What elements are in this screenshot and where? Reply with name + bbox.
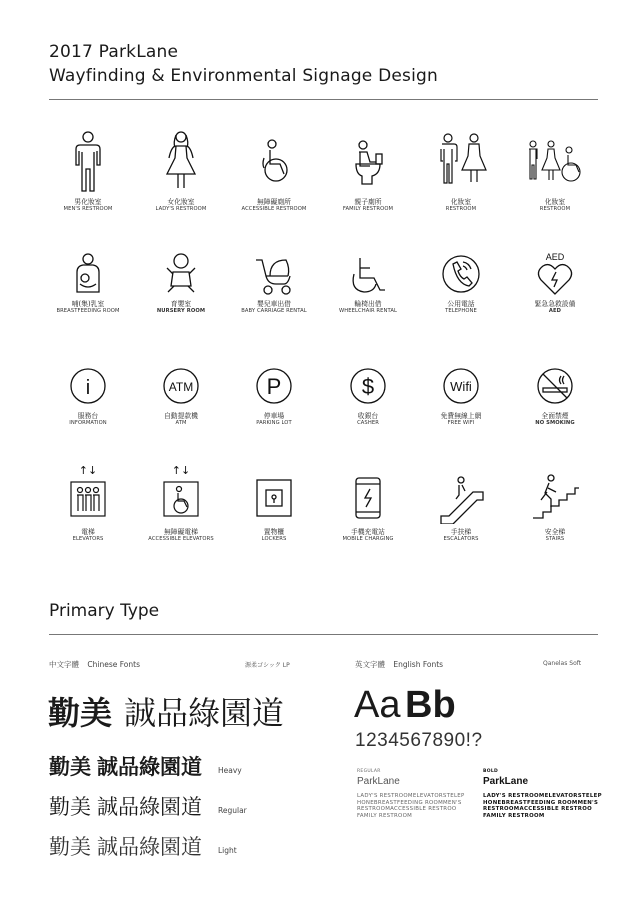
info-icon [58, 364, 118, 408]
parking-glyph: P [266, 374, 282, 399]
aed-heart-icon [525, 250, 585, 296]
bold-sample-block [483, 769, 602, 820]
elevator-icon [58, 462, 118, 524]
icon-label-en: STAIRS [545, 536, 565, 542]
locker-icon [244, 462, 304, 524]
info-glyph: i [85, 377, 91, 399]
icon-label-en: INFORMATION [69, 420, 107, 426]
icon-label-cn: 手扶梯 [450, 528, 472, 536]
divider [49, 634, 598, 635]
regular-caption: REGULAR [357, 769, 381, 774]
bold-line: FAMILY RESTROOM [483, 813, 545, 820]
chinese-font-name: 源柔ゴシック LP [245, 662, 290, 669]
cn-light-a: 勤美 [49, 835, 91, 859]
icon-label-en: PARKING LOT [256, 420, 292, 426]
bold-line: HONEBREASTFEEDING ROOMMEN'S [483, 799, 599, 806]
weight-regular-label: Regular [218, 806, 247, 815]
escalator-icon [431, 462, 491, 524]
arrows-glyph: ↑↓ [78, 464, 98, 477]
chinese-label-cn: 中文字體 [49, 660, 79, 669]
aed-text: AED [545, 252, 565, 262]
atm-glyph: ATM [168, 380, 194, 394]
man-woman-wheelchair-icon [523, 128, 587, 194]
english-label-en: English Fonts [393, 660, 444, 669]
section-heading: Primary Type [49, 601, 160, 621]
regular-line: FAMILY RESTROOM [357, 813, 413, 820]
stairs-icon [525, 462, 585, 524]
bold-line: RESTROOMACCESSIBLE RESTROO [483, 806, 592, 813]
icon-label-en: ACCESSIBLE ELEVATORS [148, 536, 214, 542]
page-title: 2017 ParkLane [49, 42, 179, 62]
regular-sample-block [357, 769, 465, 820]
regular-line: LADY'S RESTROOMELEVATORSTELEP [357, 792, 465, 799]
phone-icon [431, 250, 491, 296]
chinese-fonts-label [49, 659, 140, 670]
chinese-label-en: Chinese Fonts [87, 660, 140, 669]
icon-cell-restroom-all [500, 128, 610, 213]
icon-label-en: TELEPHONE [445, 308, 477, 314]
icon-label-en: RESTROOM [539, 206, 571, 212]
icon-label-en: ELEVATORS [72, 536, 104, 542]
en-sample-regular: Aa [354, 684, 401, 726]
icon-label-cn: 自動提款機 [164, 412, 198, 420]
icon-label-en: AED [548, 308, 562, 314]
accessible-elevator-icon [151, 462, 211, 524]
icon-label-en: NURSERY ROOM [156, 308, 206, 314]
icon-label-cn: 公用電話 [447, 300, 475, 308]
icon-label-cn: 嬰兒車出借 [257, 300, 291, 308]
regular-line: RESTROOMACCESSIBLE RESTROO [357, 806, 457, 813]
icon-cell-no-smoking [500, 364, 610, 427]
icon-label-cn: 男化妝室 [74, 198, 102, 206]
icon-label-cn: 化妝室 [450, 198, 472, 206]
icon-label-en: LADY'S RESTROOM [155, 206, 207, 212]
bold-line: LADY'S RESTROOMELEVATORSTELEP [483, 792, 602, 799]
atm-icon [151, 364, 211, 408]
icon-cell-stairs [500, 462, 610, 543]
icon-label-en: MEN'S RESTROOM [63, 206, 113, 212]
icon-label-en: NO SMOKING [535, 420, 575, 426]
icon-label-en: ATM [175, 420, 187, 426]
family-toilet-icon [338, 128, 398, 194]
icon-label-cn: 停車場 [263, 412, 285, 420]
icon-label-en: FREE WIFI [447, 420, 475, 426]
icon-label-cn: 輪椅出借 [354, 300, 382, 308]
no-smoking-icon [525, 364, 585, 408]
dollar-glyph: $ [361, 374, 375, 399]
baby-icon [151, 250, 211, 296]
english-label-cn: 英文字體 [355, 660, 385, 669]
stroller-icon [244, 250, 304, 296]
icon-label-cn: 無障礙廁所 [257, 198, 291, 206]
cn-sample-bold: 勤美 [48, 694, 113, 732]
wheelchair-icon [244, 128, 304, 194]
arrows-glyph: ↑↓ [171, 464, 191, 477]
cn-sample-rest: 誠品綠園道 [124, 694, 285, 732]
icon-label-cn: 置物櫃 [263, 528, 285, 536]
wifi-glyph: Wifi [450, 379, 472, 394]
icon-label-en: BREASTFEEDING ROOM [56, 308, 120, 314]
man-icon [58, 128, 118, 194]
icon-label-cn: 育嬰室 [170, 300, 192, 308]
icon-label-en: WHEELCHAIR RENTAL [339, 308, 397, 314]
icon-cell-aed [500, 250, 610, 315]
icon-label-cn: 哺(集)乳室 [71, 300, 105, 308]
cn-regular-a: 勤美 [49, 795, 91, 819]
icon-label-en: LOCKERS [261, 536, 287, 542]
icon-label-cn: 收銀台 [357, 412, 379, 420]
icon-label-en: RESTROOM [445, 206, 477, 212]
bold-caption: BOLD [483, 769, 499, 774]
icon-label-cn: 親子廁所 [354, 198, 382, 206]
wifi-icon [431, 364, 491, 408]
bold-name: ParkLane [483, 775, 529, 787]
regular-line: HONEBREASTFEEDING ROOMMEN'S [357, 799, 462, 806]
icon-label-cn: 無障礙電梯 [164, 528, 198, 536]
icon-label-en: FAMILY RESTROOM [342, 206, 394, 212]
icon-label-cn: 化妝室 [544, 198, 566, 206]
cn-heavy-b: 誠品綠園道 [97, 755, 202, 779]
icon-label-cn: 安全梯 [544, 528, 566, 536]
icon-label-cn: 全面禁煙 [541, 412, 569, 420]
woman-icon [151, 128, 211, 194]
man-woman-icon [431, 128, 491, 194]
cn-heavy-a: 勤美 [49, 755, 91, 779]
weight-heavy-label: Heavy [218, 766, 242, 775]
icon-label-cn: 電梯 [81, 528, 95, 536]
mobile-charging-icon [338, 462, 398, 524]
cn-regular-b: 誠品綠園道 [97, 795, 202, 819]
icon-label-cn: 緊急急救設備 [534, 300, 576, 308]
icon-label-en: CASHER [357, 420, 379, 426]
weight-light-label: Light [218, 846, 237, 855]
page-subtitle: Wayfinding & Environmental Signage Design [49, 66, 438, 86]
wheelchair-outline-icon [338, 250, 398, 296]
divider [49, 99, 598, 100]
en-sample-bold: Bb [405, 684, 456, 726]
icon-label-en: ESCALATORS [443, 536, 479, 542]
english-fonts-label [355, 659, 443, 670]
icon-label-cn: 免費無線上網 [440, 412, 482, 420]
regular-name: ParkLane [357, 775, 400, 787]
dollar-icon [338, 364, 398, 408]
icon-label-en: ACCESSIBLE RESTROOM [241, 206, 307, 212]
breastfeeding-icon [58, 250, 118, 296]
icon-label-en: BABY CARRIAGE RENTAL [241, 308, 307, 314]
en-digits: 1234567890!? [355, 730, 483, 751]
icon-label-en: MOBILE CHARGING [342, 536, 394, 542]
cn-light-b: 誠品綠園道 [97, 835, 202, 859]
icon-label-cn: 手機充電站 [351, 528, 385, 536]
english-font-name: Qanelas Soft [543, 660, 582, 667]
icon-label-cn: 女化妝室 [167, 198, 195, 206]
parking-icon [244, 364, 304, 408]
icon-label-cn: 服務台 [77, 412, 99, 420]
